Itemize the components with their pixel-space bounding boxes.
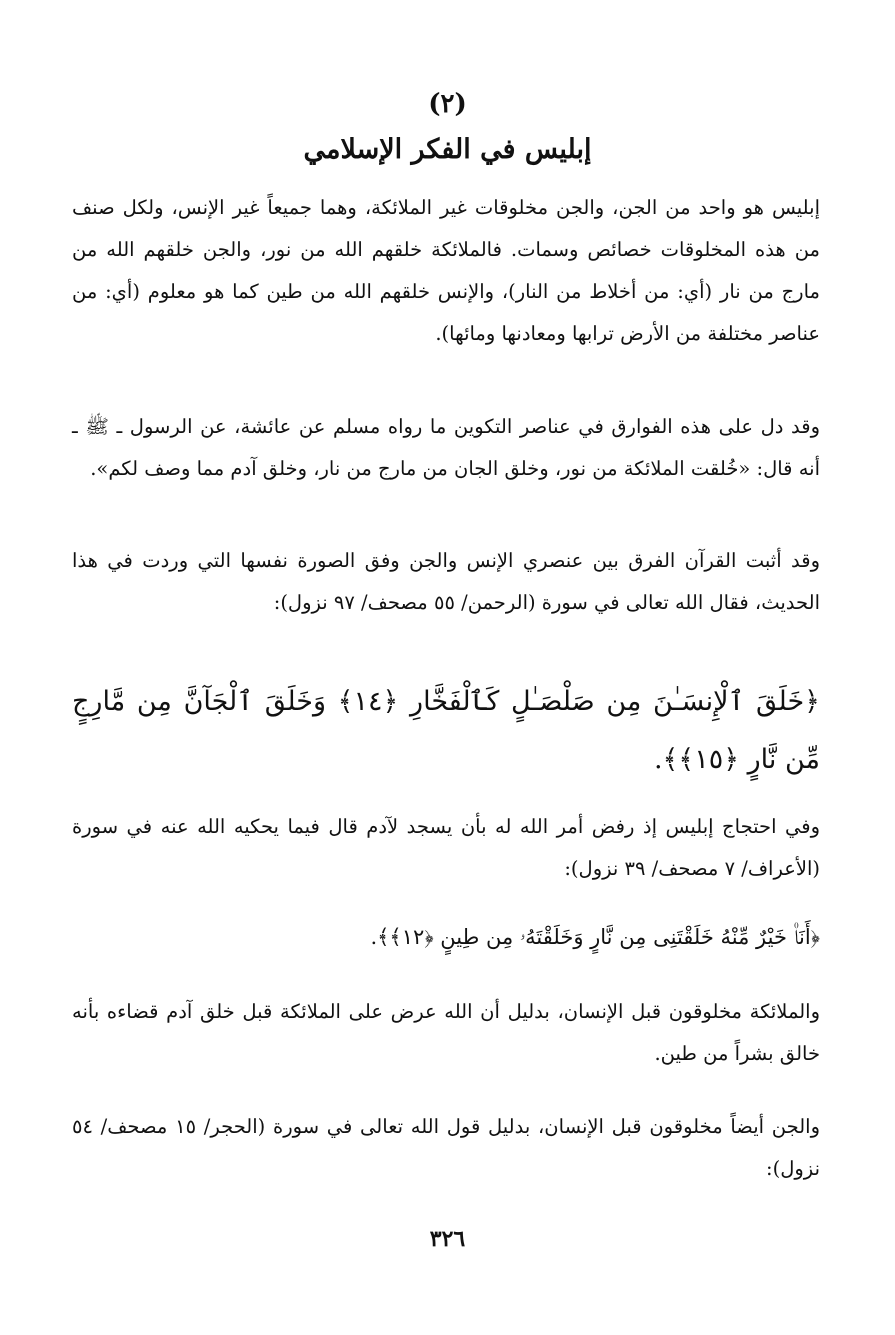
paragraph-1: إبليس هو واحد من الجن، والجن مخلوقات غير الملائكة، وهما جميعاً غير الإنس، ولكل صنف من هذه المخلوقات خصائص وسمات. فالملائكة خلقهم الله من نور، والجن خلقهم الله من مارج من نار (أي: من أخلاط من النار)، والإنس خلقهم الله من طين كما هو معلوم (أي: من عناصر مختلفة من الأرض ترابها ومعادنها ومائها). — [72, 196, 820, 345]
paragraph-2: وقد دل على هذه الفوارق في عناصر التكوين ما رواه مسلم عن عائشة، عن الرسول ـ ﷺ ـ أنه قال: «خُلقت الملائكة من نور، وخلق الجان من مارج من نار، وخلق آدم مما وصف لكم». — [72, 415, 820, 480]
quran-verse-rahman: ﴿خَلَقَ ٱلْإِنسَـٰنَ مِن صَلْصَـٰلٍ كَٱلْفَخَّارِ ﴿١٤﴾ وَخَلَقَ ٱلْجَآنَّ مِن مَّارِجٍ مِّن نَّارٍ ﴿١٥﴾﴾. — [72, 686, 821, 775]
paragraph-3: وقد أثبت القرآن الفرق بين عنصري الإنس والجن وفق الصورة نفسها التي وردت في هذا الحديث، فقال الله تعالى في سورة (الرحمن/ ٥٥ مصحف/ ٩٧ نزول): — [72, 549, 820, 614]
page-number: ٣٢٦ — [429, 1226, 466, 1252]
chapter-title: إبليس في الفكر الإسلامي — [303, 134, 592, 165]
paragraph-5: والملائكة مخلوقون قبل الإنسان، بدليل أن الله عرض على الملائكة قبل خلق آدم قضاءه بأنه خالق بشراً من طين. — [72, 1000, 820, 1065]
paragraph-6: والجن أيضاً مخلوقون قبل الإنسان، بدليل قول الله تعالى في سورة (الحجر/ ١٥ مصحف/ ٥٤ نزول): — [72, 1115, 820, 1180]
paragraph-4: وفي احتجاج إبليس إذ رفض أمر الله له بأن يسجد لآدم قال فيما يحكيه الله عنه في سورة (الأعراف/ ٧ مصحف/ ٣٩ نزول): — [72, 815, 820, 880]
quran-verse-araf: ﴿أَنَا۠ خَيْرٌ مِّنْهُ خَلَقْتَنِى مِن نَّارٍ وَخَلَقْتَهُۥ مِن طِينٍ ﴿١٢﴾﴾. — [370, 925, 820, 949]
chapter-number: (٢) — [428, 89, 467, 119]
